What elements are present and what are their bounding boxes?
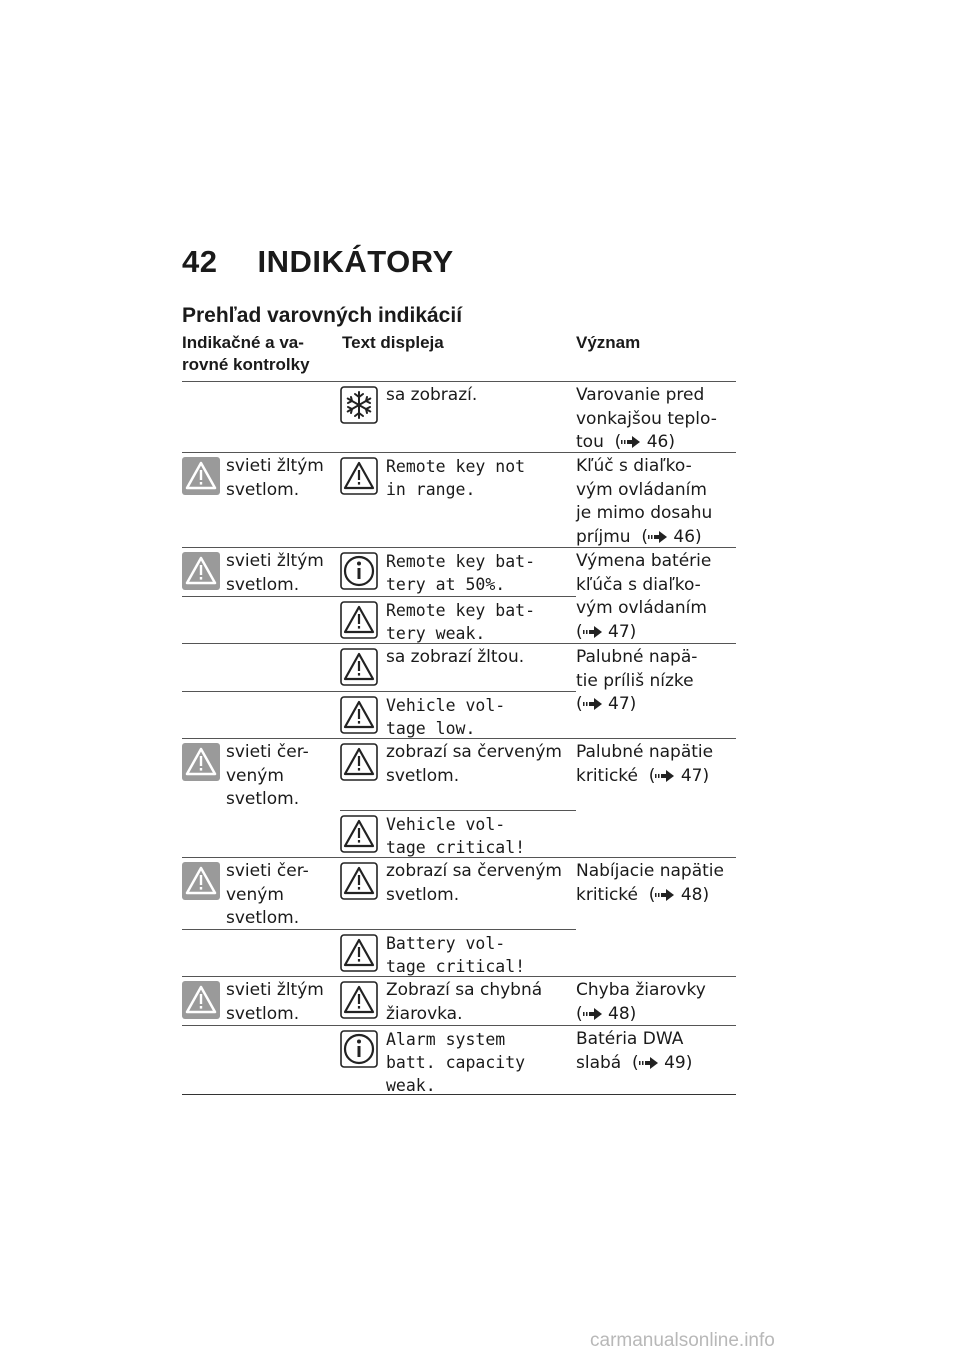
page-reference[interactable]: 48) xyxy=(680,884,710,905)
warning-triangle-icon xyxy=(182,457,220,495)
page-header xyxy=(182,244,454,280)
indicator-text: svieti žltým svetlom. xyxy=(226,456,324,500)
display-text: zobrazí sa červeným svetlom. xyxy=(386,742,562,786)
table-row xyxy=(182,643,736,738)
display-text: zobrazí sa červeným svetlom. xyxy=(386,861,562,905)
reference-arrow-icon xyxy=(583,1008,603,1020)
meaning-text: Batéria DWA slabá ( 49) xyxy=(576,1029,693,1073)
reference-arrow-icon xyxy=(639,1057,659,1069)
reference-arrow-icon xyxy=(621,436,641,448)
table-row xyxy=(182,857,736,976)
warning-triangle-icon xyxy=(340,934,378,972)
reference-arrow-icon xyxy=(583,626,603,638)
row-divider xyxy=(182,596,576,597)
reference-arrow-icon xyxy=(655,770,675,782)
warning-triangle-icon xyxy=(340,981,378,1019)
warning-triangle-icon xyxy=(340,696,378,734)
meaning-text: Kľúč s diaľko- vým ovládaním je mimo dosahu príjmu ( 46) xyxy=(576,456,713,547)
chapter-title: INDIKÁTORY xyxy=(257,244,454,279)
display-text: Battery vol- tage critical! xyxy=(386,934,526,976)
page-reference[interactable]: 48) xyxy=(608,1003,637,1024)
page-reference[interactable]: 47) xyxy=(680,765,710,786)
page-reference[interactable]: 46) xyxy=(646,432,675,452)
info-circle-icon xyxy=(340,1030,378,1068)
display-text: sa zobrazí žltou. xyxy=(386,647,525,667)
page-number: 42 xyxy=(182,244,218,279)
warning-triangle-icon xyxy=(182,862,220,900)
watermark: carmanualsonline.info xyxy=(590,1330,775,1351)
warning-triangle-icon xyxy=(340,648,378,686)
meaning-text: Nabíjacie napätie kritické ( 48) xyxy=(576,861,724,905)
column-header-meaning: Význam xyxy=(576,333,641,352)
warning-triangle-icon xyxy=(182,552,220,590)
warning-triangle-icon xyxy=(340,743,378,781)
warning-triangle-icon xyxy=(340,457,378,495)
page-reference[interactable]: 47) xyxy=(608,621,637,642)
indicator-text: svieti žltým svetlom. xyxy=(226,551,324,595)
display-text: Remote key bat- tery weak. xyxy=(386,601,536,643)
display-text: Remote key not in range. xyxy=(386,457,526,499)
table-row xyxy=(182,976,736,1025)
meaning-text: Chyba žiarovky ( 48) xyxy=(576,980,706,1024)
warning-triangle-icon xyxy=(340,862,378,900)
warning-triangle-icon xyxy=(182,981,220,1019)
meaning-text: Palubné napä- tie príliš nízke ( 47) xyxy=(576,647,698,714)
warning-triangle-icon xyxy=(340,601,378,639)
meaning-text: Výmena batérie kľúča s diaľko- vým ovládaním ( 47) xyxy=(576,551,712,642)
display-text: Remote key bat- tery at 50%. xyxy=(386,552,536,594)
info-circle-icon xyxy=(340,552,378,590)
section-title: Prehľad varovných indikácií xyxy=(182,304,463,327)
display-text: Vehicle vol- tage low. xyxy=(386,696,506,738)
table-row xyxy=(182,547,736,643)
table-row xyxy=(182,381,736,452)
page-reference[interactable]: 47) xyxy=(608,694,637,714)
table-row xyxy=(182,738,736,857)
display-text: sa zobrazí. xyxy=(386,385,478,405)
warning-triangle-icon xyxy=(182,743,220,781)
indicator-text: svieti čer- veným svetlom. xyxy=(226,861,309,928)
snowflake-icon xyxy=(340,386,378,424)
row-divider xyxy=(182,691,576,692)
indicator-text: svieti žltým svetlom. xyxy=(226,980,324,1024)
warning-triangle-icon xyxy=(340,815,378,853)
meaning-text: Varovanie pred vonkajšou teplo- tou ( 46) xyxy=(576,385,717,452)
page-reference[interactable]: 46) xyxy=(673,526,702,547)
meaning-text: Palubné napätie kritické ( 47) xyxy=(576,742,714,786)
column-header-display: Text displeja xyxy=(342,333,444,352)
reference-arrow-icon xyxy=(648,531,668,543)
page-reference[interactable]: 49) xyxy=(664,1052,693,1073)
table-row xyxy=(182,1025,736,1095)
reference-arrow-icon xyxy=(655,889,675,901)
indicator-text: svieti čer- veným svetlom. xyxy=(226,742,309,809)
display-text: Zobrazí sa chybná žiarovka. xyxy=(386,980,543,1024)
warning-table xyxy=(182,381,736,1095)
display-text: Alarm system batt. capacity weak. xyxy=(386,1030,526,1095)
column-header-indicator: Indikačné a va- rovné kontrolky xyxy=(182,333,310,374)
row-divider xyxy=(182,929,576,930)
display-text: Vehicle vol- tage critical! xyxy=(386,815,526,857)
table-row xyxy=(182,452,736,547)
reference-arrow-icon xyxy=(583,698,603,710)
row-divider xyxy=(340,810,576,811)
